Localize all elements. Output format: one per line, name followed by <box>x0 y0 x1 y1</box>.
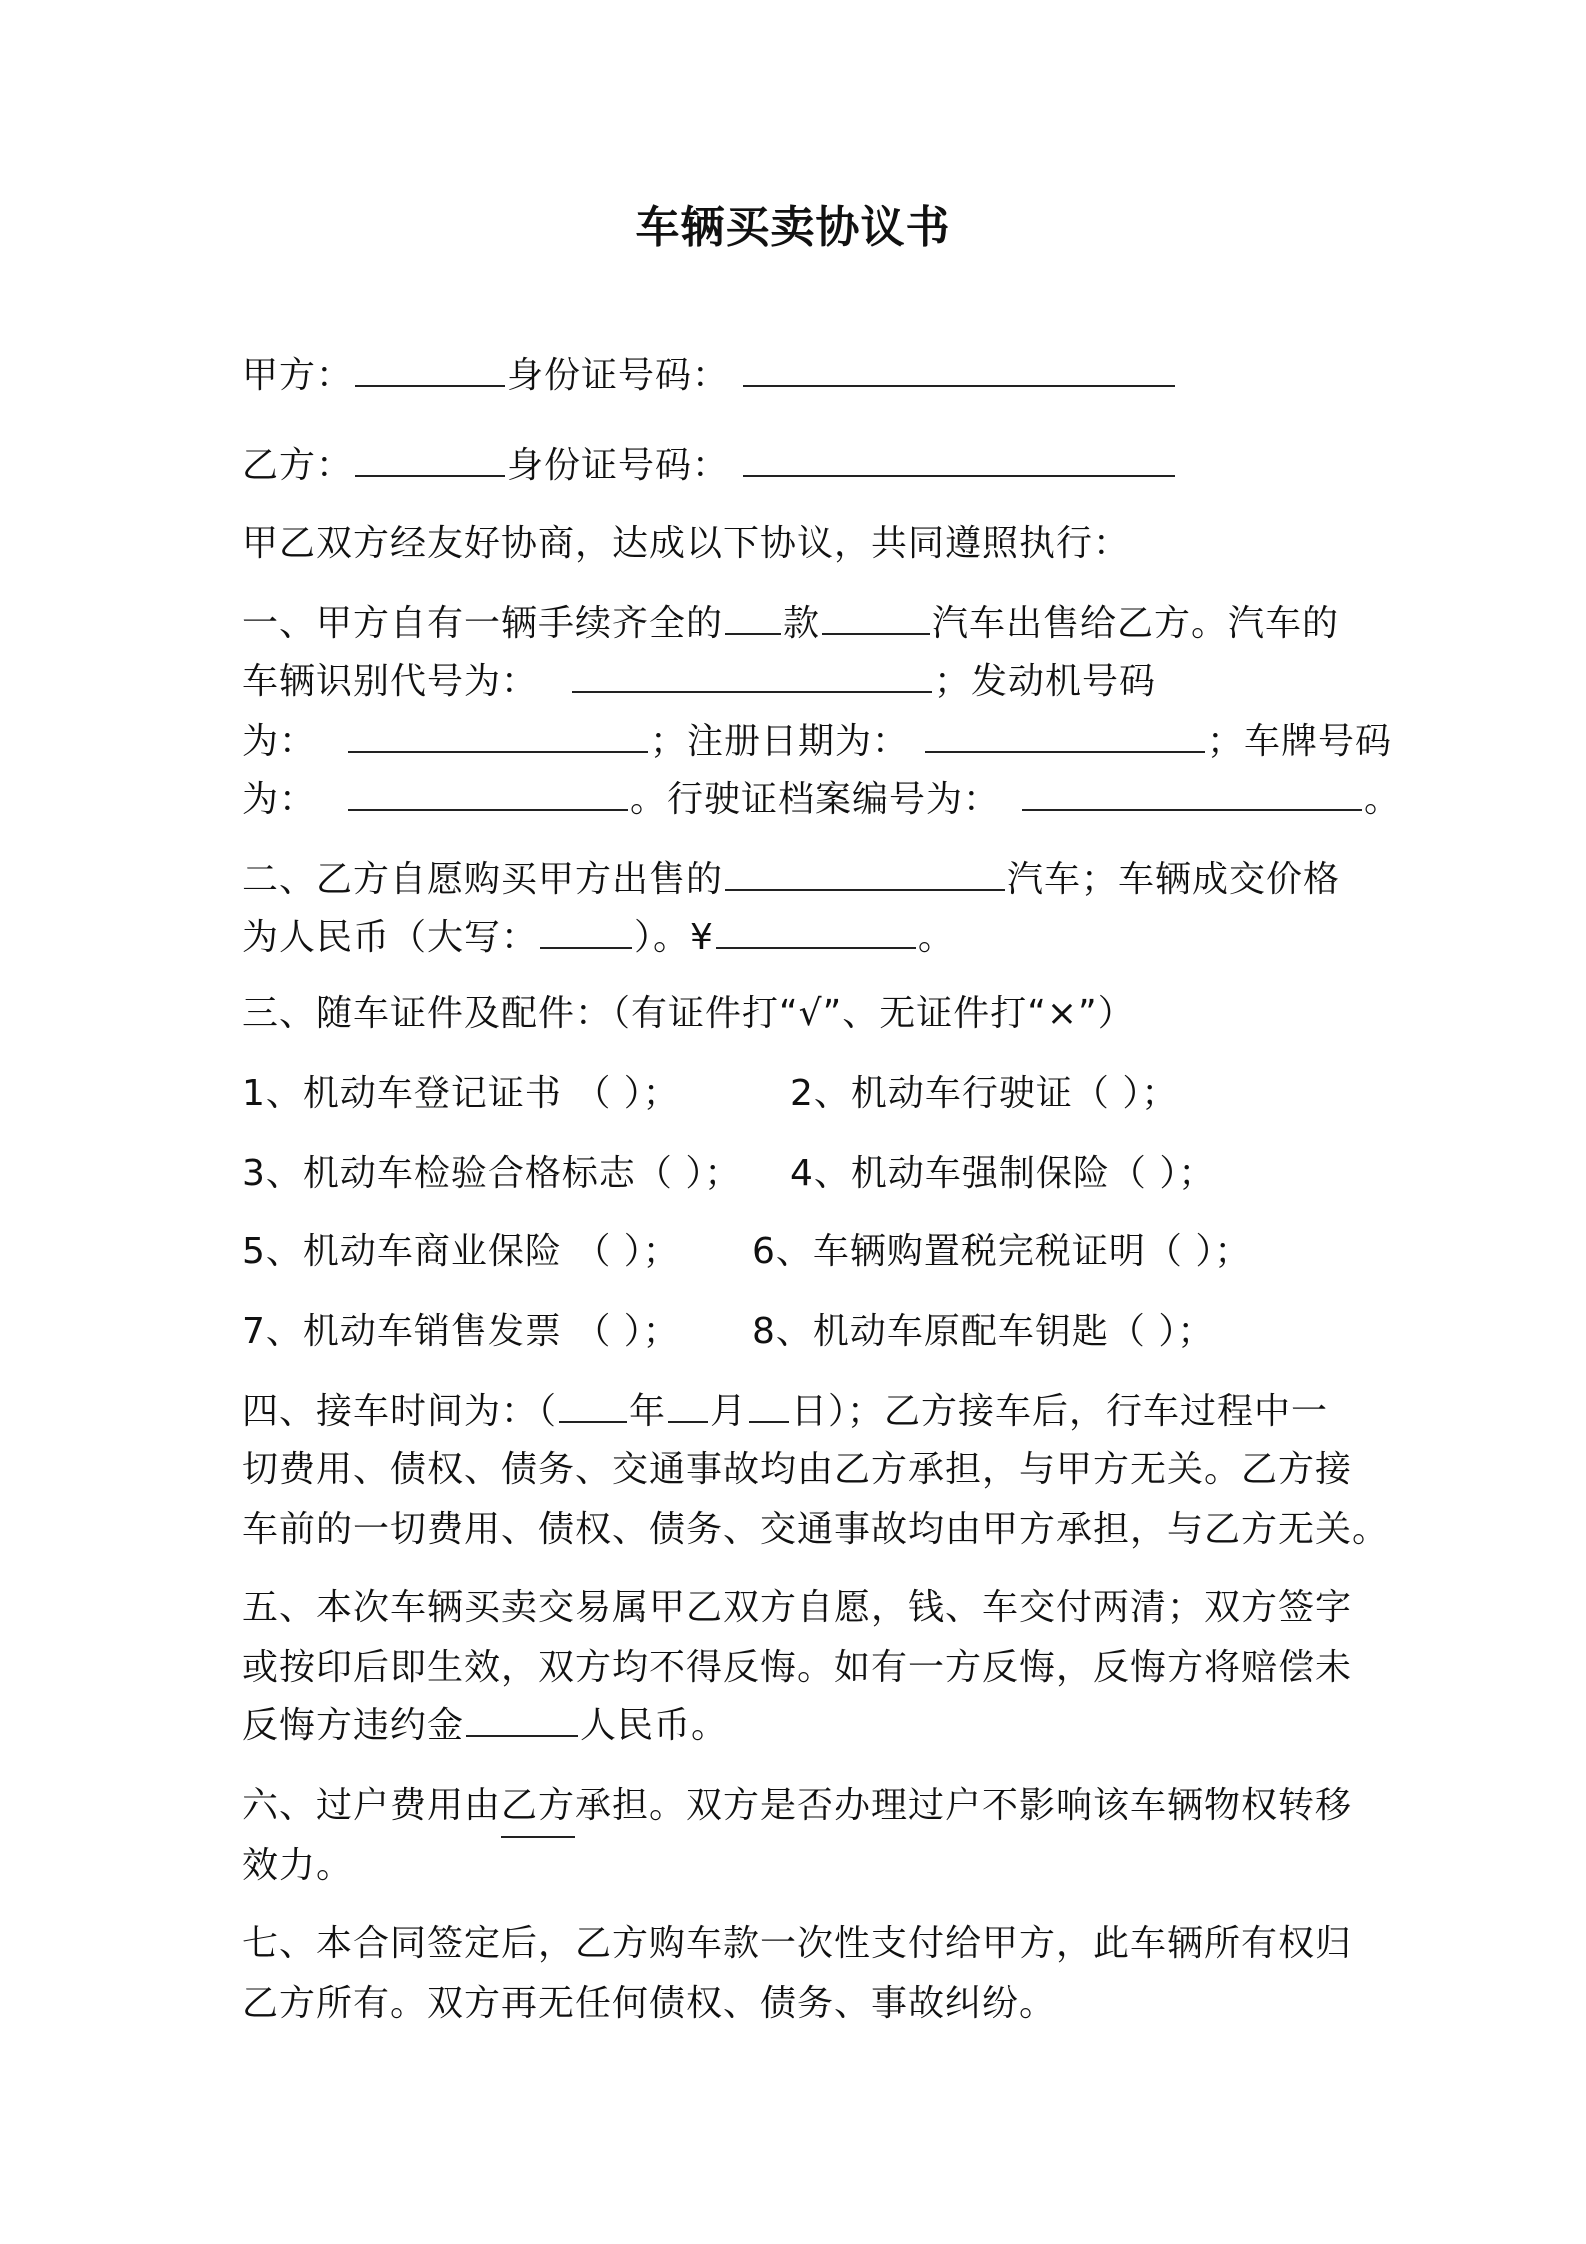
doc-item-8: 8、机动车原配车钥匙（ ）； <box>752 1311 1215 1352</box>
vin-field[interactable] <box>572 653 932 693</box>
clause4-text-b: 日）；乙方接车后，行车过程中一 <box>791 1391 1329 1432</box>
clause2-line1 <box>242 850 1340 910</box>
doc-item-7: 7、机动车销售发票 （ ）； <box>242 1311 680 1352</box>
engine-label: ；发动机号码 <box>934 661 1157 702</box>
clause4-line3: 车前的一切费用、债权、债务、交通事故均由甲方承担，与乙方无关。 <box>242 1509 1390 1550</box>
clause2-text-d: ）。¥ <box>634 917 714 958</box>
plate-label-cont: 为： <box>242 779 317 820</box>
page-title: 车辆买卖协议书 <box>635 202 951 253</box>
price-number-field[interactable] <box>716 909 916 949</box>
clause2-text-a: 二、乙方自愿购买甲方出售的 <box>242 859 724 900</box>
doc-item-2: 2、机动车行驶证（ ）； <box>790 1073 1179 1114</box>
intro-text: 甲乙双方经友好协商，达成以下协议，共同遵照执行： <box>242 523 1131 564</box>
clause2-end: 。 <box>917 917 955 958</box>
vehicle-field[interactable] <box>725 851 1005 891</box>
party-b-id-label: 身份证号码： <box>507 445 730 486</box>
plate-label: ；车牌号码 <box>1207 721 1393 762</box>
year-label: 年 <box>629 1391 667 1432</box>
clause3-heading: 三、随车证件及配件：（有证件打“√”、无证件打“×”） <box>242 993 1135 1034</box>
registration-date-field[interactable] <box>925 713 1205 753</box>
clause2-text-b: 汽车；车辆成交价格 <box>1007 859 1341 900</box>
clause6-line1 <box>242 1776 1352 1838</box>
clause5-line3 <box>242 1696 728 1756</box>
clause7-line1: 七、本合同签定后，乙方购车款一次性支付给甲方，此车辆所有权归 <box>242 1923 1353 1964</box>
month-label: 月 <box>710 1391 748 1432</box>
clause1-line2 <box>242 652 1156 712</box>
clause1-line3 <box>242 712 1392 772</box>
doc-item-5: 5、机动车商业保险 （ ）； <box>242 1231 680 1272</box>
party-b-id-field[interactable] <box>743 437 1175 477</box>
party-b-name-field[interactable] <box>355 437 505 477</box>
clause4-line2: 切费用、债权、债务、交通事故均由乙方承担，与甲方无关。乙方接 <box>242 1449 1353 1490</box>
pickup-day-field[interactable] <box>749 1383 789 1423</box>
penalty-field[interactable] <box>466 1697 578 1737</box>
clause1-text-b: 款 <box>783 603 821 644</box>
clause5-line2: 或按印后即生效，双方均不得反悔。如有一方反悔，反悔方将赔偿未 <box>242 1647 1353 1688</box>
clause2-text-c: 为人民币（大写： <box>242 917 539 958</box>
party-b-row <box>242 436 1177 496</box>
license-file-label: 。行驶证档案编号为： <box>630 779 1001 820</box>
clause6-line2: 效力。 <box>242 1845 354 1886</box>
party-a-row <box>242 346 1177 406</box>
clause1-line4 <box>242 770 1401 830</box>
registration-date-label: ；注册日期为： <box>650 721 910 762</box>
clause5-text-b: 人民币。 <box>580 1705 729 1746</box>
party-a-id-label: 身份证号码： <box>507 355 730 396</box>
clause5-line1: 五、本次车辆买卖交易属甲乙双方自愿，钱、车交付两清；双方签字 <box>242 1587 1353 1628</box>
clause2-line2 <box>242 908 955 968</box>
doc-item-1: 1、机动车登记证书 （ ）； <box>242 1073 680 1114</box>
pickup-year-field[interactable] <box>559 1383 627 1423</box>
clause7-line2: 乙方所有。双方再无任何债权、债务、事故纠纷。 <box>242 1983 1057 2024</box>
clause1-end: 。 <box>1364 779 1402 820</box>
doc-item-6: 6、车辆购置税完税证明（ ）； <box>752 1231 1252 1272</box>
party-a-label: 甲方： <box>242 355 354 396</box>
plate-number-field[interactable] <box>348 771 628 811</box>
engine-label-cont: 为： <box>242 721 317 762</box>
clause1-text-a: 一、甲方自有一辆手续齐全的 <box>242 603 724 644</box>
pickup-month-field[interactable] <box>668 1383 708 1423</box>
clause6-text-b: 承担。双方是否办理过户不影响该车辆物权转移 <box>575 1785 1353 1826</box>
clause4-line1 <box>242 1382 1328 1442</box>
vin-label: 车辆识别代号为： <box>242 661 539 702</box>
transfer-fee-payer: 乙方 <box>501 1776 575 1838</box>
clause5-text-a: 反悔方违约金 <box>242 1705 465 1746</box>
clause1-text-c: 汽车出售给乙方。汽车的 <box>932 603 1340 644</box>
price-words-field[interactable] <box>540 909 632 949</box>
clause4-text-a: 四、接车时间为：（ <box>242 1391 558 1432</box>
license-file-field[interactable] <box>1022 771 1362 811</box>
clause1-line1 <box>242 594 1339 654</box>
engine-number-field[interactable] <box>348 713 648 753</box>
party-a-id-field[interactable] <box>743 347 1175 387</box>
model-field[interactable] <box>822 595 930 635</box>
party-b-label: 乙方： <box>242 445 354 486</box>
party-a-name-field[interactable] <box>355 347 505 387</box>
clause6-text-a: 六、过户费用由 <box>242 1785 502 1826</box>
doc-item-4: 4、机动车强制保险（ ）； <box>790 1153 1216 1194</box>
brand-field[interactable] <box>725 595 781 635</box>
doc-item-3: 3、机动车检验合格标志（ ）； <box>242 1153 742 1194</box>
